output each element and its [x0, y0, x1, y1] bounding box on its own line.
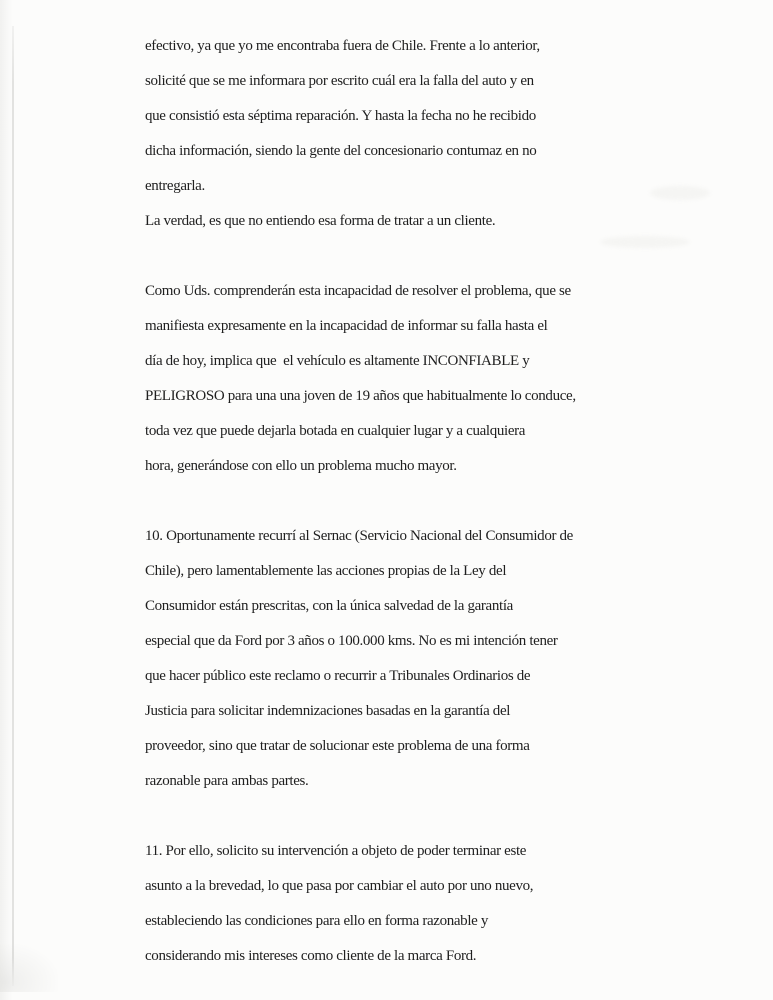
- text-line: PELIGROSO para una una joven de 19 años que habitualmente lo conduce,: [145, 388, 576, 404]
- text-line: Como Uds. comprenderán esta incapacidad de resolver el problema, que se: [145, 283, 571, 299]
- paragraph: [145, 834, 576, 974]
- paragraph: [145, 29, 576, 239]
- scan-corner-shadow: [0, 944, 58, 992]
- text-line: Chile), pero lamentablemente las acciones propias de la Ley del: [145, 563, 507, 579]
- text-line: Consumidor están prescritas, con la única salvedad de la garantía: [145, 598, 513, 614]
- text-line: día de hoy, implica que el vehículo es altamente INCONFIABLE y: [145, 353, 530, 369]
- text-line: entregarla.: [145, 178, 205, 194]
- text-line: proveedor, sino que tratar de solucionar este problema de una forma: [145, 738, 530, 754]
- text-line: razonable para ambas partes.: [145, 773, 309, 789]
- letter-body: [145, 29, 576, 974]
- scan-noise-smudge: [600, 236, 690, 248]
- text-line: especial que da Ford por 3 años o 100.000 kms. No es mi intención tener: [145, 633, 558, 649]
- text-line: La verdad, es que no entiendo esa forma de tratar a un cliente.: [145, 213, 496, 229]
- scan-noise-smudge: [650, 186, 710, 200]
- text-line: 10. Oportunamente recurrí al Sernac (Servicio Nacional del Consumidor de: [145, 528, 573, 544]
- paragraph: [145, 519, 576, 799]
- text-line: hora, generándose con ello un problema mucho mayor.: [145, 458, 457, 474]
- text-line: asunto a la brevedad, lo que pasa por cambiar el auto por uno nuevo,: [145, 878, 534, 894]
- text-line: que consistió esta séptima reparación. Y hasta la fecha no he recibido: [145, 108, 536, 124]
- scan-line-artifact: [12, 26, 14, 986]
- text-line: solicité que se me informara por escrito cuál era la falla del auto y en: [145, 73, 534, 89]
- text-line: que hacer público este reclamo o recurrir a Tribunales Ordinarios de: [145, 668, 531, 684]
- text-line: dicha información, siendo la gente del concesionario contumaz en no: [145, 143, 537, 159]
- text-line: toda vez que puede dejarla botada en cualquier lugar y a cualquiera: [145, 423, 526, 439]
- text-line: considerando mis intereses como cliente de la marca Ford.: [145, 948, 477, 964]
- text-line: efectivo, ya que yo me encontraba fuera de Chile. Frente a lo anterior,: [145, 38, 540, 54]
- text-line: Justicia para solicitar indemnizaciones basadas en la garantía del: [145, 703, 511, 719]
- text-line: manifiesta expresamente en la incapacidad de informar su falla hasta el: [145, 318, 548, 334]
- text-line: estableciendo las condiciones para ello en forma razonable y: [145, 913, 489, 929]
- text-line: 11. Por ello, solicito su intervención a objeto de poder terminar este: [145, 843, 527, 859]
- paragraph: [145, 274, 576, 484]
